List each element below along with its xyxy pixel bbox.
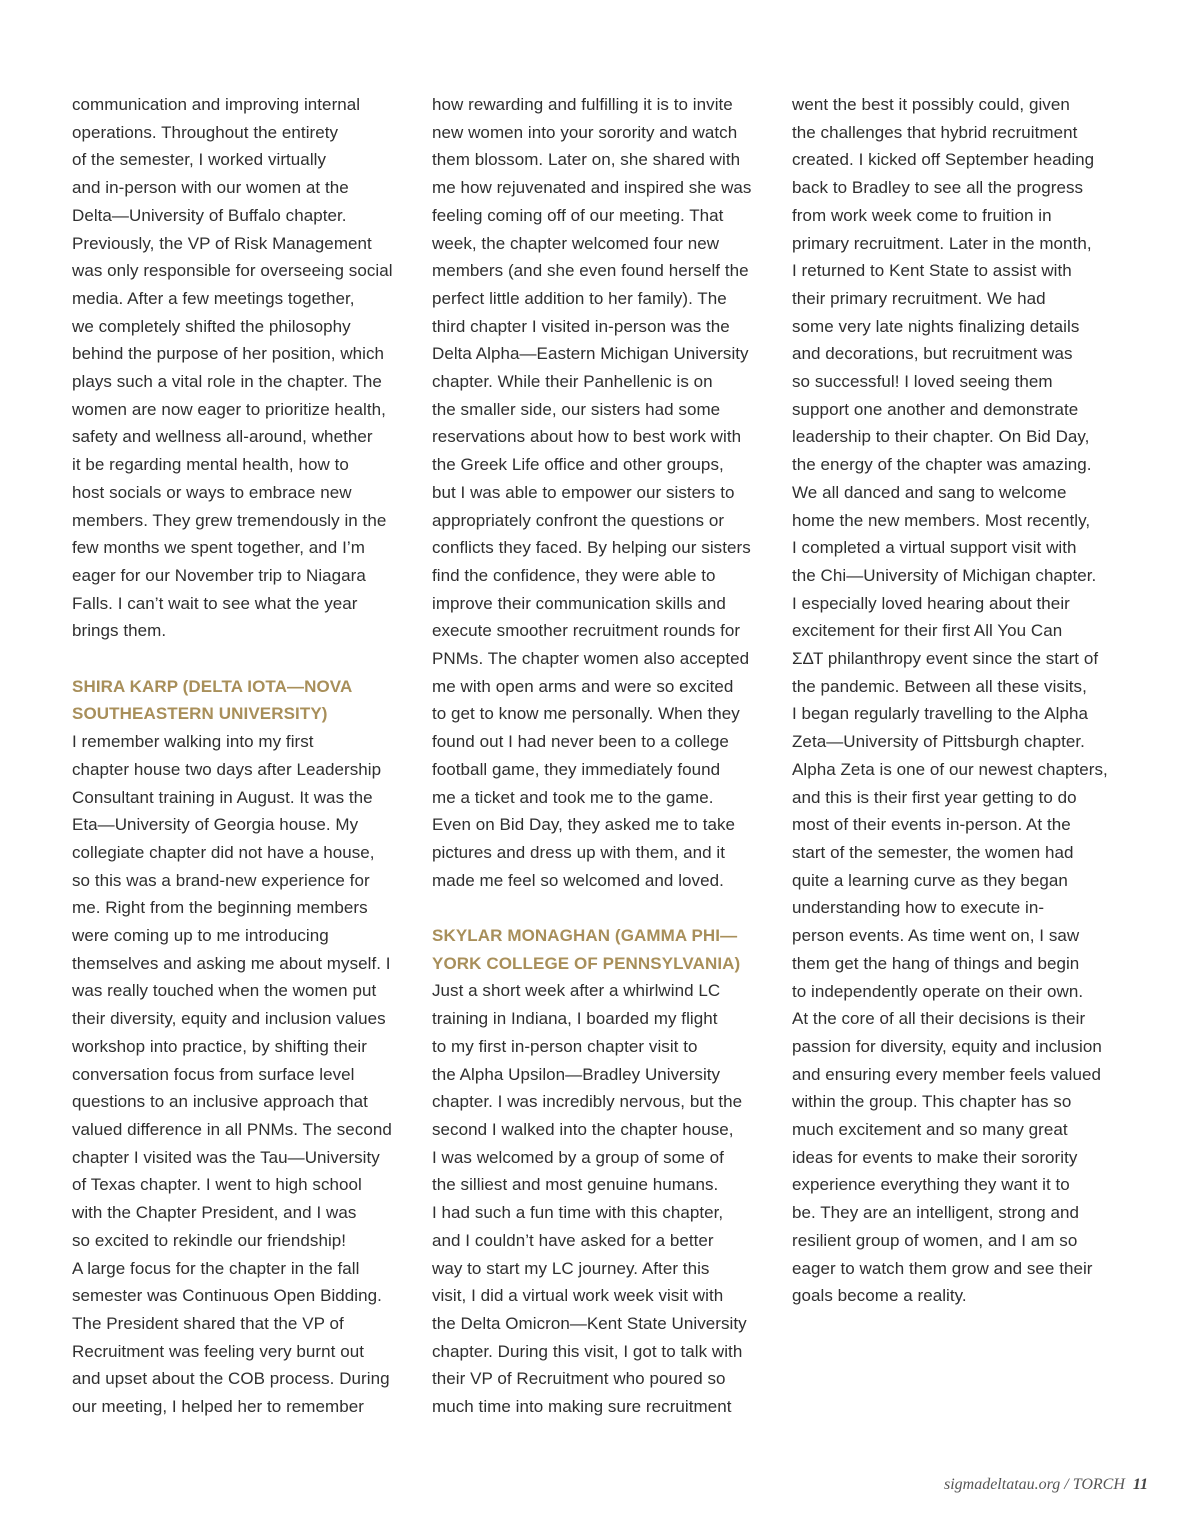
skylar-monaghan-paragraph (432, 977, 772, 1420)
text-line: most of their events in-person. At the (792, 815, 1071, 835)
text-line: our meeting, I helped her to remember (72, 1397, 364, 1417)
text-line: I returned to Kent State to assist with (792, 261, 1072, 281)
text-line: person events. As time went on, I saw (792, 926, 1080, 946)
text-line: some very late nights finalizing details (792, 316, 1080, 336)
text-line: with the Chapter President, and I was (72, 1203, 357, 1223)
text-line: collegiate chapter did not have a house, (72, 842, 375, 862)
text-line: understanding how to execute in- (792, 898, 1045, 918)
text-line: experience everything they want it to (792, 1175, 1070, 1195)
text-line: the silliest and most genuine humans. (432, 1175, 719, 1195)
text-line: new women into your sorority and watch (432, 122, 738, 142)
text-line: I especially loved hearing about their (792, 593, 1070, 613)
text-line: the challenges that hybrid recruitment (792, 122, 1078, 142)
text-line: to my first in-person chapter visit to (432, 1036, 698, 1056)
text-line: operations. Throughout the entirety (72, 122, 339, 142)
text-line: were coming up to me introducing (72, 926, 329, 946)
text-line: visit, I did a virtual work week visit with (432, 1286, 724, 1306)
text-line: pictures and dress up with them, and it (432, 842, 725, 862)
text-line: quite a learning curve as they began (792, 870, 1068, 890)
text-line: to independently operate on their own. (792, 981, 1084, 1001)
text-line: execute smoother recruitment rounds for (432, 621, 741, 641)
text-line: created. I kicked off September heading (792, 150, 1095, 170)
heading-line: SKYLAR MONAGHAN (GAMMA PHI— (432, 926, 738, 946)
text-line: ΣΔΤ philanthropy event since the start of (792, 649, 1099, 669)
text-line: Eta—University of Georgia house. My (72, 815, 359, 835)
section-heading-shira-karp (72, 673, 412, 728)
article-column-3 (792, 91, 1132, 1310)
text-line: passion for diversity, equity and inclusion (792, 1036, 1102, 1056)
text-line: find the confidence, they were able to (432, 565, 716, 585)
text-line: chapter house two days after Leadership (72, 759, 382, 779)
text-line: them get the hang of things and begin (792, 953, 1080, 973)
text-line: Falls. I can’t wait to see what the year (72, 593, 358, 613)
text-line: members (and she even found herself the (432, 261, 749, 281)
text-line: members. They grew tremendously in the (72, 510, 387, 530)
text-line: was really touched when the women put (72, 981, 377, 1001)
text-line: the Alpha Upsilon—Bradley University (432, 1064, 721, 1084)
text-line: was only responsible for overseeing social (72, 261, 393, 281)
text-line: so successful! I loved seeing them (792, 372, 1053, 392)
text-line: their primary recruitment. We had (792, 288, 1046, 308)
text-line: the energy of the chapter was amazing. (792, 455, 1092, 475)
text-line: Delta Alpha—Eastern Michigan University (432, 344, 749, 364)
text-line: women are now eager to prioritize health, (72, 399, 386, 419)
text-line: semester was Continuous Open Bidding. (72, 1286, 382, 1306)
text-line: much time into making sure recruitment (432, 1397, 732, 1417)
text-line: of the semester, I worked virtually (72, 150, 327, 170)
text-line: Just a short week after a whirlwind LC (432, 981, 721, 1001)
article-column-1 (72, 91, 412, 1421)
text-line: behind the purpose of her position, which (72, 344, 385, 364)
text-line: made me feel so welcomed and loved. (432, 870, 724, 890)
text-line: second I walked into the chapter house, (432, 1120, 734, 1139)
text-line: chapter I visited was the Tau—University (72, 1147, 380, 1167)
text-line: the Chi—University of Michigan chapter. (792, 565, 1097, 585)
text-line: We all danced and sang to welcome (792, 482, 1067, 502)
text-line: their VP of Recruitment who poured so (432, 1369, 726, 1389)
text-line: PNMs. The chapter women also accepted (432, 649, 750, 669)
heading-line: SHIRA KARP (DELTA IOTA—NOVA (72, 676, 353, 696)
text-line: we completely shifted the philosophy (72, 316, 351, 336)
text-line: reservations about how to best work with (432, 427, 742, 447)
text-line: conflicts they faced. By helping our sisters (432, 538, 751, 558)
heading-line: YORK COLLEGE OF PENNSYLVANIA) (432, 953, 741, 973)
text-line: leadership to their chapter. On Bid Day, (792, 427, 1090, 447)
text-line: the Greek Life office and other groups, (432, 455, 724, 475)
text-line: resilient group of women, and I am so (792, 1230, 1078, 1250)
column-1-intro-paragraph (72, 91, 412, 645)
text-line: within the group. This chapter has so (792, 1092, 1072, 1112)
shira-karp-paragraph (72, 728, 412, 1421)
text-line: improve their communication skills and (432, 593, 726, 613)
text-line: start of the semester, the women had (792, 842, 1074, 862)
text-line: it be regarding mental health, how to (72, 455, 349, 475)
text-line: Recruitment was feeling very burnt out (72, 1341, 364, 1361)
text-line: week, the chapter welcomed four new (432, 233, 720, 253)
page-number: 11 (1132, 1476, 1148, 1493)
text-line: few months we spent together, and I’m (72, 538, 365, 558)
text-line: back to Bradley to see all the progress (792, 178, 1084, 198)
text-line: the pandemic. Between all these visits, (792, 676, 1087, 696)
text-line: A large focus for the chapter in the fall (72, 1258, 360, 1278)
text-line: of Texas chapter. I went to high school (72, 1175, 362, 1195)
text-line: their diversity, equity and inclusion values (72, 1009, 386, 1029)
text-line: perfect little addition to her family). The (432, 288, 727, 308)
text-line: much excitement and so many great (792, 1120, 1068, 1140)
paragraph-gap (72, 645, 412, 673)
article-column-2 (432, 91, 772, 1421)
text-line: I was welcomed by a group of some of (432, 1147, 724, 1167)
text-line: excitement for their first All You Can (792, 621, 1063, 641)
text-line: questions to an inclusive approach that (72, 1092, 368, 1112)
text-line: chapter. While their Panhellenic is on (432, 372, 713, 392)
text-line: themselves and asking me about myself. I (72, 953, 391, 973)
page-footer (944, 1476, 1148, 1494)
text-line: Alpha Zeta is one of our newest chapters, (792, 759, 1108, 779)
text-line: home the new members. Most recently, (792, 510, 1091, 530)
text-line: safety and wellness all-around, whether (72, 427, 373, 447)
text-line: brings them. (72, 621, 167, 641)
text-line: media. After a few meetings together, (72, 288, 355, 308)
text-line: and this is their first year getting to do (792, 787, 1077, 807)
text-line: Previously, the VP of Risk Management (72, 233, 372, 253)
text-line: goals become a reality. (792, 1286, 967, 1306)
text-line: I had such a fun time with this chapter, (432, 1203, 724, 1223)
column-3-paragraph (792, 91, 1132, 1310)
text-line: training in Indiana, I boarded my flight (432, 1009, 718, 1029)
footer-site-link[interactable]: sigmadeltatau.org / TORCH (943, 1476, 1125, 1493)
text-line: and ensuring every member feels valued (792, 1064, 1102, 1084)
text-line: chapter. During this visit, I got to talk with (432, 1341, 743, 1361)
text-line: valued difference in all PNMs. The second (72, 1120, 392, 1139)
text-line: feeling coming off of our meeting. That (432, 205, 724, 225)
text-line: football game, they immediately found (432, 759, 721, 779)
text-line: and in-person with our women at the (72, 178, 349, 198)
paragraph-gap (432, 894, 772, 922)
column-2-intro-paragraph (432, 91, 772, 894)
text-line: me a ticket and took me to the game. (432, 787, 714, 807)
text-line: primary recruitment. Later in the month, (792, 233, 1092, 253)
text-line: so excited to rekindle our friendship! (72, 1230, 347, 1250)
text-line: conversation focus from surface level (72, 1064, 355, 1084)
text-line: I completed a virtual support visit with (792, 538, 1077, 558)
text-line: the smaller side, our sisters had some (432, 399, 721, 419)
text-line: and I couldn’t have asked for a better (432, 1230, 714, 1250)
text-line: and upset about the COB process. During (72, 1369, 390, 1389)
heading-line: SOUTHEASTERN UNIVERSITY) (72, 704, 328, 724)
text-line: host socials or ways to embrace new (72, 482, 352, 502)
text-line: me. Right from the beginning members (72, 898, 368, 918)
text-line: and decorations, but recruitment was (792, 344, 1073, 364)
text-line: At the core of all their decisions is their (792, 1009, 1086, 1029)
text-line: so this was a brand-new experience for (72, 870, 370, 890)
text-line: Consultant training in August. It was the (72, 787, 373, 807)
text-line: from work week come to fruition in (792, 205, 1052, 225)
section-heading-skylar-monaghan (432, 922, 772, 977)
text-line: ideas for events to make their sorority (792, 1147, 1078, 1167)
text-line: how rewarding and fulfilling it is to invite (432, 95, 733, 114)
text-line: went the best it possibly could, given (792, 95, 1070, 114)
text-line: way to start my LC journey. After this (432, 1258, 710, 1278)
text-line: me with open arms and were so excited (432, 676, 734, 696)
text-line: support one another and demonstrate (792, 399, 1079, 419)
text-line: but I was able to empower our sisters to (432, 482, 735, 502)
text-line: me how rejuvenated and inspired she was (432, 178, 752, 198)
text-line: communication and improving internal (72, 95, 361, 114)
text-line: be. They are an intelligent, strong and (792, 1203, 1080, 1223)
text-line: eager to watch them grow and see their (792, 1258, 1093, 1278)
text-line: The President shared that the VP of (72, 1313, 344, 1333)
text-line: I remember walking into my first (72, 732, 314, 752)
text-line: the Delta Omicron—Kent State University (432, 1313, 747, 1333)
text-line: found out I had never been to a college (432, 732, 729, 752)
text-line: to get to know me personally. When they (432, 704, 740, 724)
text-line: I began regularly travelling to the Alpha (792, 704, 1088, 724)
text-line: third chapter I visited in-person was the (432, 316, 730, 336)
text-line: workshop into practice, by shifting their (72, 1036, 367, 1056)
text-line: Delta—University of Buffalo chapter. (72, 205, 347, 225)
text-line: eager for our November trip to Niagara (72, 565, 366, 585)
text-line: appropriately confront the questions or (432, 510, 725, 530)
text-line: Zeta—University of Pittsburgh chapter. (792, 732, 1085, 752)
text-line: chapter. I was incredibly nervous, but the (432, 1092, 743, 1112)
text-line: Even on Bid Day, they asked me to take (432, 815, 736, 835)
text-line: plays such a vital role in the chapter. The (72, 372, 382, 392)
text-line: them blossom. Later on, she shared with (432, 150, 741, 170)
